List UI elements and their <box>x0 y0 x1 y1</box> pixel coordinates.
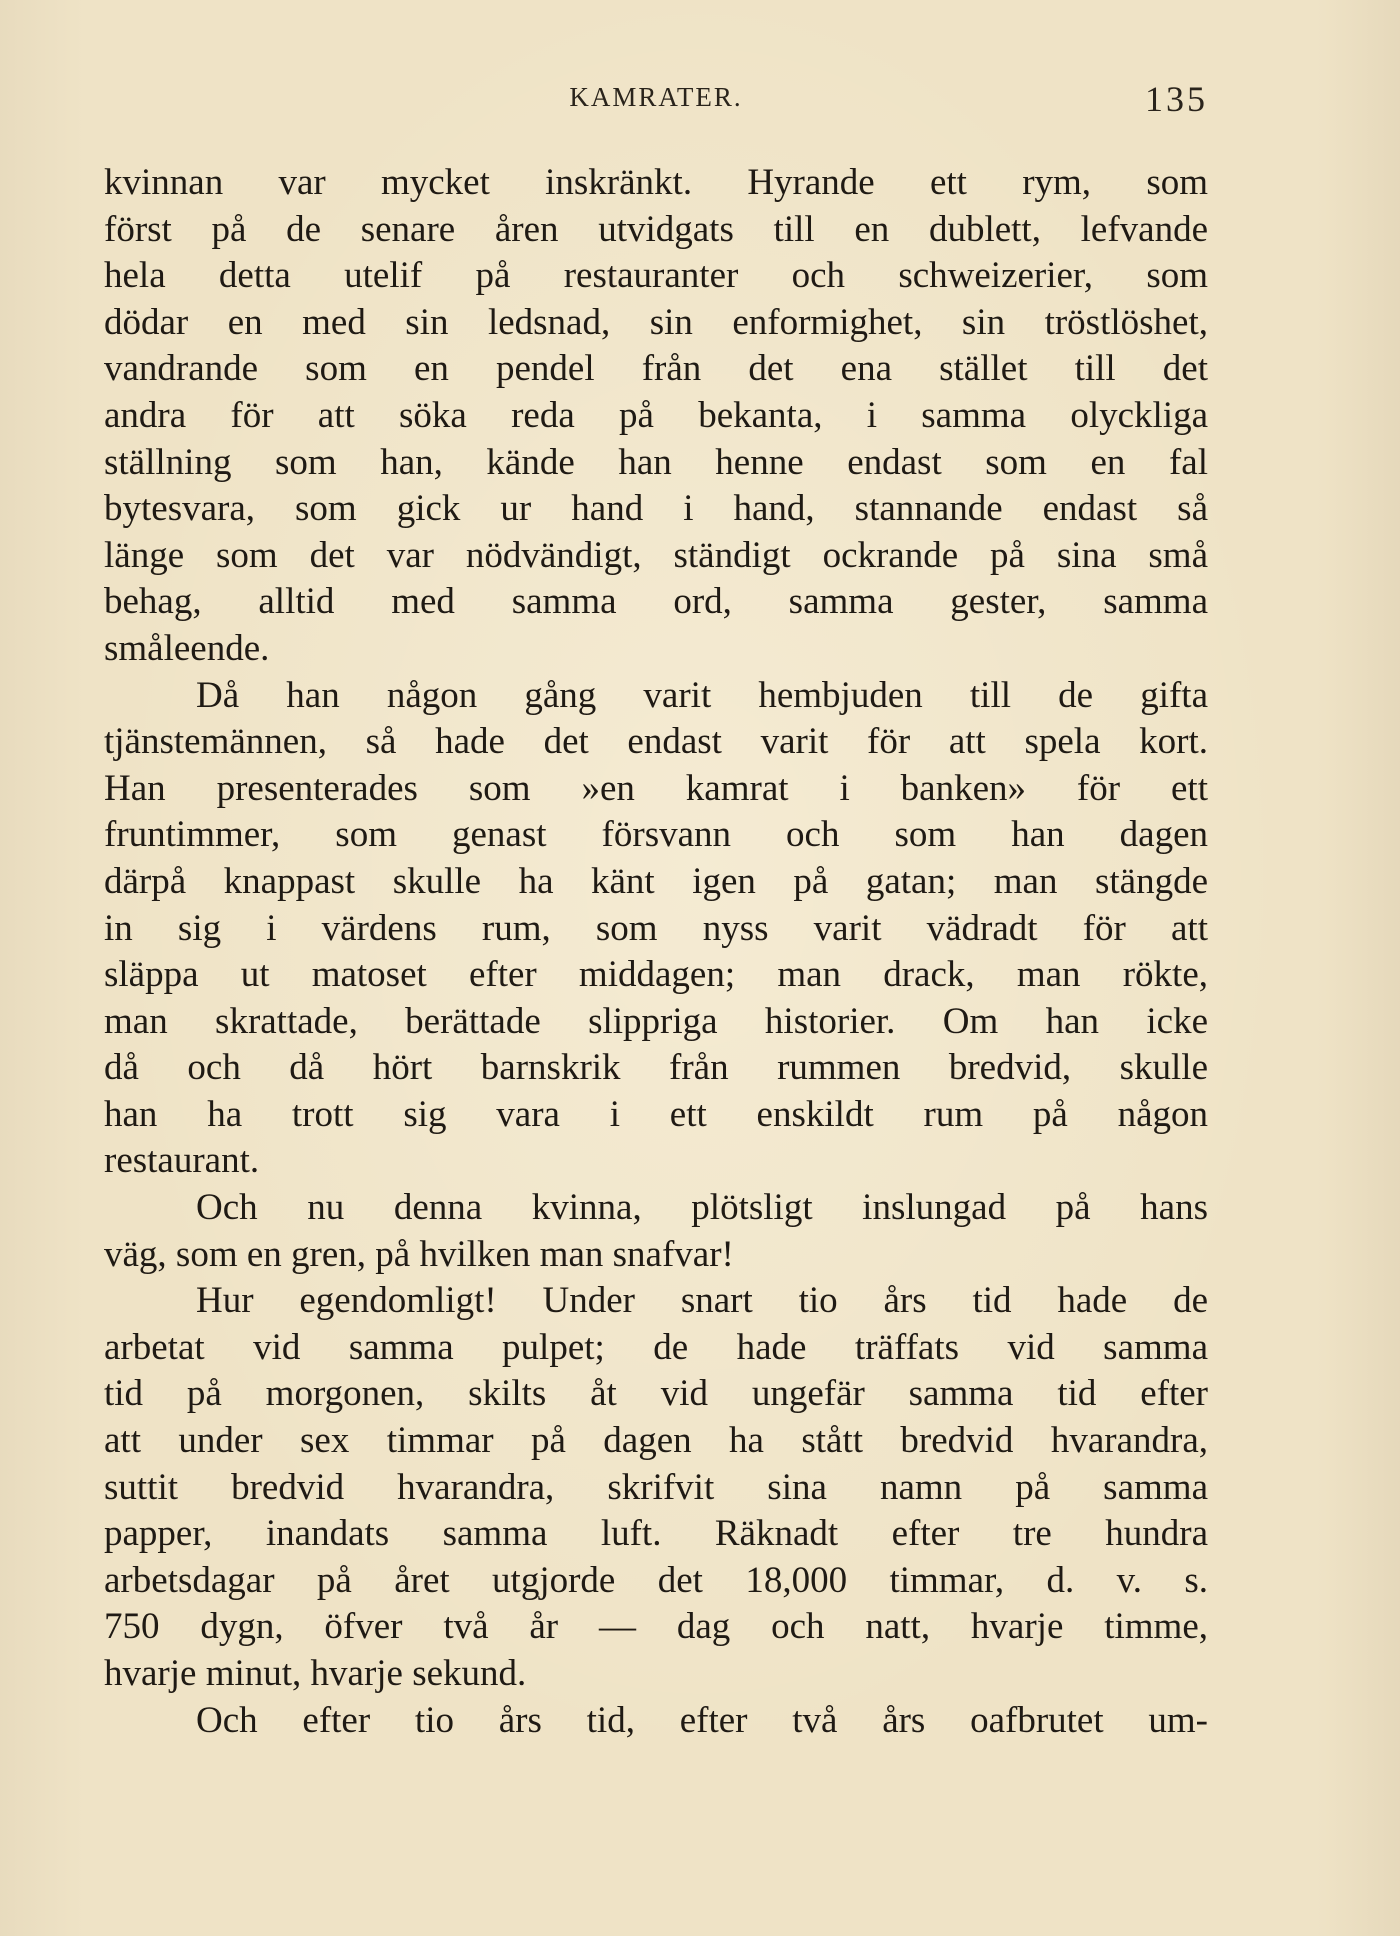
paragraph-3 <box>104 1185 1208 1278</box>
text-line: vandrande som en pendel från det ena stället till det <box>104 348 1208 390</box>
running-title: KAMRATER. <box>569 82 743 112</box>
text-line: släppa ut matoset efter middagen; man drack, man rökte, <box>104 954 1208 996</box>
text-line: dödar en med sin ledsnad, sin enformighet, sin tröstlöshet, <box>104 301 1208 343</box>
text-line: hela detta utelif på restauranter och schweizerier, som <box>104 255 1208 297</box>
running-head <box>104 79 1208 122</box>
text-line: Hur egendomligt! Under snart tio års tid hade de <box>196 1280 1208 1322</box>
text-line: tjänstemännen, så hade det endast varit för att spela kort. <box>104 721 1208 763</box>
text-line: papper, inandats samma luft. Räknadt efter tre hundra <box>104 1513 1208 1555</box>
paragraph-1 <box>104 160 1208 673</box>
text-line: Han presenterades som »en kamrat i banken» för ett <box>104 767 1208 809</box>
text-line: suttit bredvid hvarandra, skrifvit sina namn på samma <box>104 1466 1208 1508</box>
paragraph-4 <box>104 1278 1208 1697</box>
text-line: behag, alltid med samma ord, samma gester, samma <box>104 581 1208 623</box>
text-line: länge som det var nödvändigt, ständigt ockrande på sina små <box>104 534 1208 576</box>
body-text <box>104 160 1208 1744</box>
text-line: bytesvara, som gick ur hand i hand, stannande endast så <box>104 488 1208 530</box>
text-line: ställning som han, kände han henne endast som en fal <box>104 441 1208 483</box>
text-line: arbetsdagar på året utgjorde det 18,000 timmar, d. v. s. <box>104 1559 1208 1601</box>
text-line: småleende. <box>104 627 270 669</box>
text-line: då och då hört barnskrik från rummen bredvid, skulle <box>104 1047 1208 1089</box>
text-line: restaurant. <box>104 1140 260 1182</box>
text-line: först på de senare åren utvidgats till en dublett, lefvande <box>104 208 1208 250</box>
text-line: kvinnan var mycket inskränkt. Hyrande ett rym, som <box>104 162 1208 203</box>
paragraph-2 <box>104 673 1208 1186</box>
text-line: Och efter tio års tid, efter två års oafbrutet um- <box>196 1699 1208 1741</box>
text-line: Och nu denna kvinna, plötsligt inslungad på hans <box>196 1187 1208 1229</box>
text-line: man skrattade, berättade slippriga historier. Om han icke <box>104 1000 1208 1042</box>
text-line: väg, som en gren, på hvilken man snafvar! <box>104 1233 734 1275</box>
page-number: 135 <box>1145 79 1208 119</box>
text-line: 750 dygn, öfver två år — dag och natt, hvarje timme, <box>104 1606 1208 1648</box>
text-line: att under sex timmar på dagen ha stått bredvid hvarandra, <box>104 1420 1208 1462</box>
paragraph-5 <box>104 1698 1208 1745</box>
text-line: fruntimmer, som genast försvann och som han dagen <box>104 814 1208 856</box>
text-line: andra för att söka reda på bekanta, i samma olyckliga <box>104 394 1208 436</box>
text-line: in sig i värdens rum, som nyss varit vädradt för att <box>104 907 1208 949</box>
text-line: arbetat vid samma pulpet; de hade träffats vid samma <box>104 1326 1208 1368</box>
text-line: han ha trott sig vara i ett enskildt rum på någon <box>104 1093 1208 1135</box>
text-line: hvarje minut, hvarje sekund. <box>104 1653 527 1694</box>
text-line: därpå knappast skulle ha känt igen på gatan; man stängde <box>104 860 1208 902</box>
text-line: tid på morgonen, skilts åt vid ungefär samma tid efter <box>104 1373 1208 1415</box>
text-line: Då han någon gång varit hembjuden till de gifta <box>196 674 1208 716</box>
